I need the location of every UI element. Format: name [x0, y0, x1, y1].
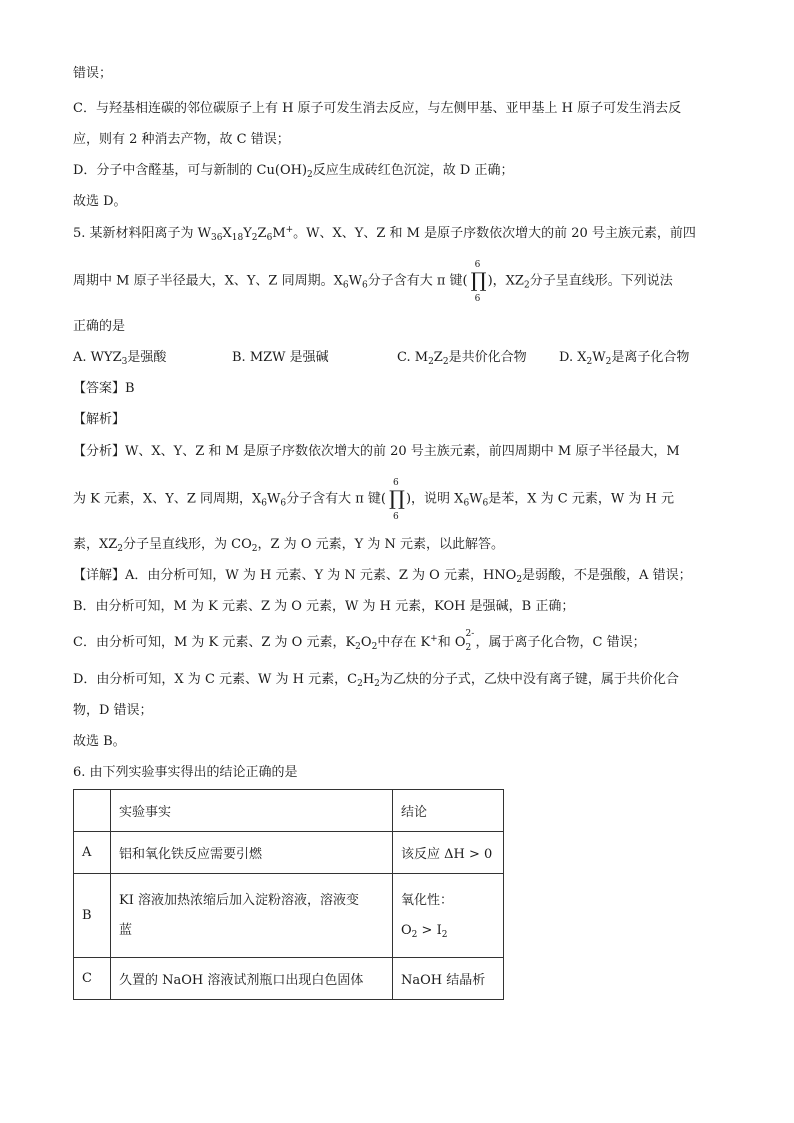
question-5-stem: 5. 某新材料阳离子为 $W_{36}X_{18}Y_2Z_6M^+$。W、X、Y、Z 和 M 是原子序数依次增大的前 20 号主族元素，前四 — [73, 225, 696, 243]
option-a: A. $WYZ_3$是强酸 — [73, 350, 167, 367]
text-line: C．与羟基相连碳的邻位碳原子上有 H 原子可发生消去反应，与左侧甲基、亚甲基上 H 原子可发生消去反 — [73, 101, 682, 116]
text-line: 应，则有 2 种消去产物，故 C 错误； — [73, 132, 290, 147]
row-label: C — [74, 958, 111, 1000]
fact-cell: 久置的 NaOH 溶液试剂瓶口出现白色固体 — [111, 958, 393, 1000]
detail-line: B．由分析可知，M 为 K 元素、Z 为 O 元素，W 为 H 元素，KOH 是强碱，B 正确； — [73, 599, 575, 614]
question-5-stem: 正确的是 — [73, 319, 126, 334]
fact-cell: KI 溶液加热浓缩后加入淀粉溶液，溶液变 蓝 — [111, 874, 393, 958]
analysis-line: 为 K 元素，X、Y、Z 同周期，$X_6W_6$分子含有大 π 键( 6 ∏ 6 )，说明 $X_6W_6$是苯，X 为 C 元素，W 为 H 元 — [73, 478, 674, 522]
table-row — [74, 832, 504, 874]
option-c: C. $M_2Z_2$是共价化合物 — [397, 350, 527, 367]
table-row — [74, 874, 504, 958]
conclusion-cell: 该反应 ΔH > 0 — [393, 832, 504, 874]
detail-line: 故选 B。 — [73, 734, 126, 749]
detail-line: D．由分析可知，X 为 C 元素、W 为 H 元素，$C_2H_2$为乙炔的分子式，乙炔中没有离子键，属于共价化合 — [73, 672, 679, 689]
big-pi-symbol: 6 ∏ 6 — [470, 260, 487, 304]
fact-cell: 铝和氧化铁反应需要引燃 — [111, 832, 393, 874]
analysis-line: 素，$XZ_2$分子呈直线形，为 $CO_2$，Z 为 O 元素，Y 为 N 元素，以此解答。 — [73, 537, 504, 554]
analysis-line: 【分析】W、X、Y、Z 和 M 是原子序数依次增大的前 20 号主族元素，前四周期中 M 原子半径最大，M — [73, 444, 680, 459]
question-6-stem: 6. 由下列实验事实得出的结论正确的是 — [73, 765, 298, 780]
conclusion-cell: 氧化性： $O_2 > I_2$ — [393, 874, 504, 958]
table-header-cell: 结论 — [393, 790, 504, 832]
experiment-table — [73, 789, 504, 1000]
row-label: B — [74, 874, 111, 958]
table-row — [74, 958, 504, 1000]
analysis-tag: 【解析】 — [73, 412, 126, 427]
text-line: 故选 D。 — [73, 194, 127, 209]
big-pi-symbol: 6 ∏ 6 — [388, 478, 405, 522]
row-label: A — [74, 832, 111, 874]
table-header-row — [74, 790, 504, 832]
table-header-cell: 实验事实 — [111, 790, 393, 832]
option-b: B. MZW 是强碱 — [232, 350, 329, 365]
text-line: D．分子中含醛基，可与新制的 $Cu(OH)_2$反应生成砖红色沉淀，故 D 正确； — [73, 163, 514, 180]
table-header-cell — [74, 790, 111, 832]
answer-line: 【答案】B — [73, 381, 135, 396]
detail-line: 物，D 错误； — [73, 703, 153, 718]
detail-line: C．由分析可知，M 为 K 元素、Z 为 O 元素，$K_2O_2$中存在 K+和 O 2- 2 ，属于离子化合物，C 错误； — [73, 628, 646, 653]
question-5-stem: 周期中 M 原子半径最大，X、Y、Z 同周期。$X_6W_6$分子含有大 π 键( 6 ∏ 6 )，$XZ_2$分子呈直线形。下列说法 — [73, 260, 673, 304]
detail-line: 【详解】A．由分析可知，W 为 H 元素、Y 为 N 元素、Z 为 O 元素，$HNO_2$是弱酸，不是强酸，A 错误； — [73, 568, 692, 585]
text-line: 错误； — [73, 66, 113, 81]
conclusion-cell: NaOH 结晶析 — [393, 958, 504, 1000]
option-d: D. $X_2W_2$是离子化合物 — [559, 350, 690, 367]
